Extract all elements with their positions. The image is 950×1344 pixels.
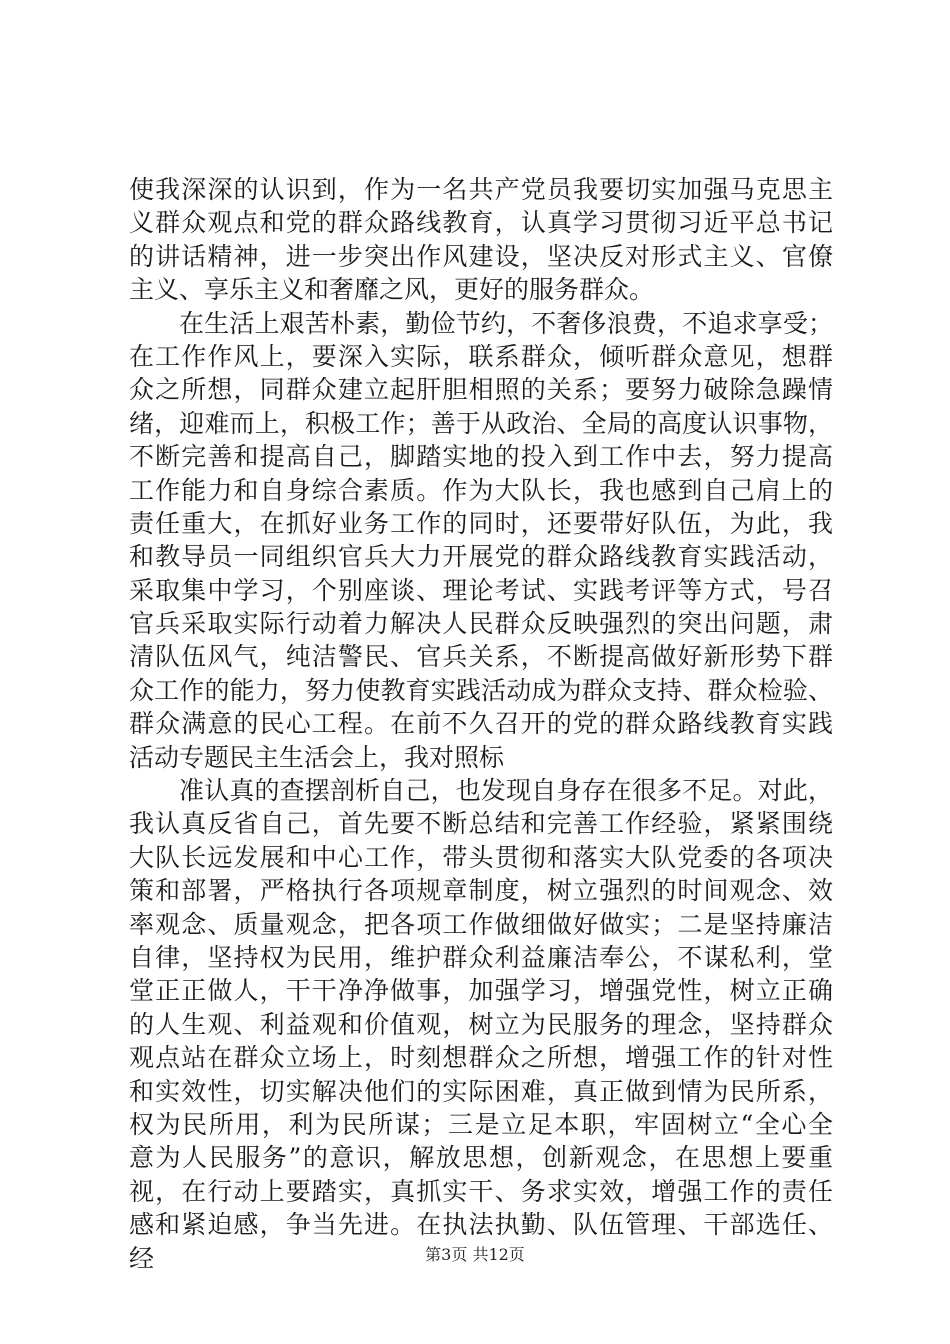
text-line: 绪，迎难而上，积极工作；善于从政治、全局的高度认识事物， [129,408,833,438]
text-line: 使我深深的认识到，作为一名共产党员我要切实加强马克思主 [129,175,833,204]
text-line: 在工作作风上，要深入实际，联系群众，倾听群众意见，想群 [129,341,833,371]
text-line: 义群众观点和党的群众路线教育，认真学习贯彻习近平总书记 [129,208,833,238]
text-line: 采取集中学习，个别座谈、理论考试、实践考评等方式，号召 [129,575,833,605]
text-line: 活动专题民主生活会上，我对照标 [129,742,505,772]
document-body [129,173,833,1275]
text-line: 官兵采取实际行动着力解决人民群众反映强烈的突出问题，肃 [129,609,833,639]
text-line: 主义、享乐主义和奢靡之风，更好的服务群众。 [129,275,655,305]
text-line: 众之所想，同群众建立起肝胆相照的关系；要努力破除急躁情 [129,375,833,405]
text-line: 和实效性，切实解决他们的实际困难，真正做到情为民所系， [129,1076,833,1106]
text-line: 准认真的查摆剖析自己，也发现自身存在很多不足。对此， [179,776,833,806]
text-line: 的讲话精神，进一步突出作风建设，坚决反对形式主义、官僚 [129,241,833,271]
text-line: 意为人民服务”的意识，解放思想，创新观念，在思想上要重 [129,1143,833,1173]
text-line: 清队伍风气，纯洁警民、官兵关系，不断提高做好新形势下群 [129,642,833,672]
text-line: 在生活上艰苦朴素，勤俭节约，不奢侈浪费，不追求享受； [179,308,833,338]
text-line: 大队长远发展和中心工作，带头贯彻和落实大队党委的各项决 [129,842,833,872]
text-line: 策和部署，严格执行各项规章制度，树立强烈的时间观念、效 [129,876,833,906]
page-number-footer: 第3页 共12页 [425,1245,525,1264]
text-line: 的人生观、利益观和价值观，树立为民服务的理念，坚持群众 [129,1009,833,1039]
text-line: 堂正正做人，干干净净做事，加强学习，增强党性，树立正确 [129,976,833,1006]
text-line: 自律，坚持权为民用，维护群众利益廉洁奉公，不谋私利，堂 [129,942,833,972]
text-line: 责任重大，在抓好业务工作的同时，还要带好队伍，为此，我 [129,508,833,538]
text-line: 率观念、质量观念，把各项工作做细做好做实；二是坚持廉洁 [129,909,833,939]
text-line: 权为民所用，利为民所谋；三是立足本职，牢固树立“全心全 [129,1109,833,1139]
text-line: 众工作的能力，努力使教育实践活动成为群众支持、群众检验、 [129,675,833,705]
text-line: 观点站在群众立场上，时刻想群众之所想，增强工作的针对性 [129,1043,833,1073]
text-line: 工作能力和自身综合素质。作为大队长，我也感到自己肩上的 [129,475,833,505]
text-line: 不断完善和提高自己，脚踏实地的投入到工作中去，努力提高 [129,442,833,472]
text-line: 我认真反省自己，首先要不断总结和完善工作经验，紧紧围绕 [129,809,833,839]
text-line: 视，在行动上要踏实，真抓实干、务求实效，增强工作的责任 [129,1176,833,1206]
text-line: 群众满意的民心工程。在前不久召开的党的群众路线教育实践 [129,709,833,739]
text-line: 经 [129,1243,155,1273]
text-line: 和教导员一同组织官兵大力开展党的群众路线教育实践活动， [129,542,833,572]
text-line: 感和紧迫感，争当先进。在执法执勤、队伍管理、干部选任、 [129,1210,833,1240]
